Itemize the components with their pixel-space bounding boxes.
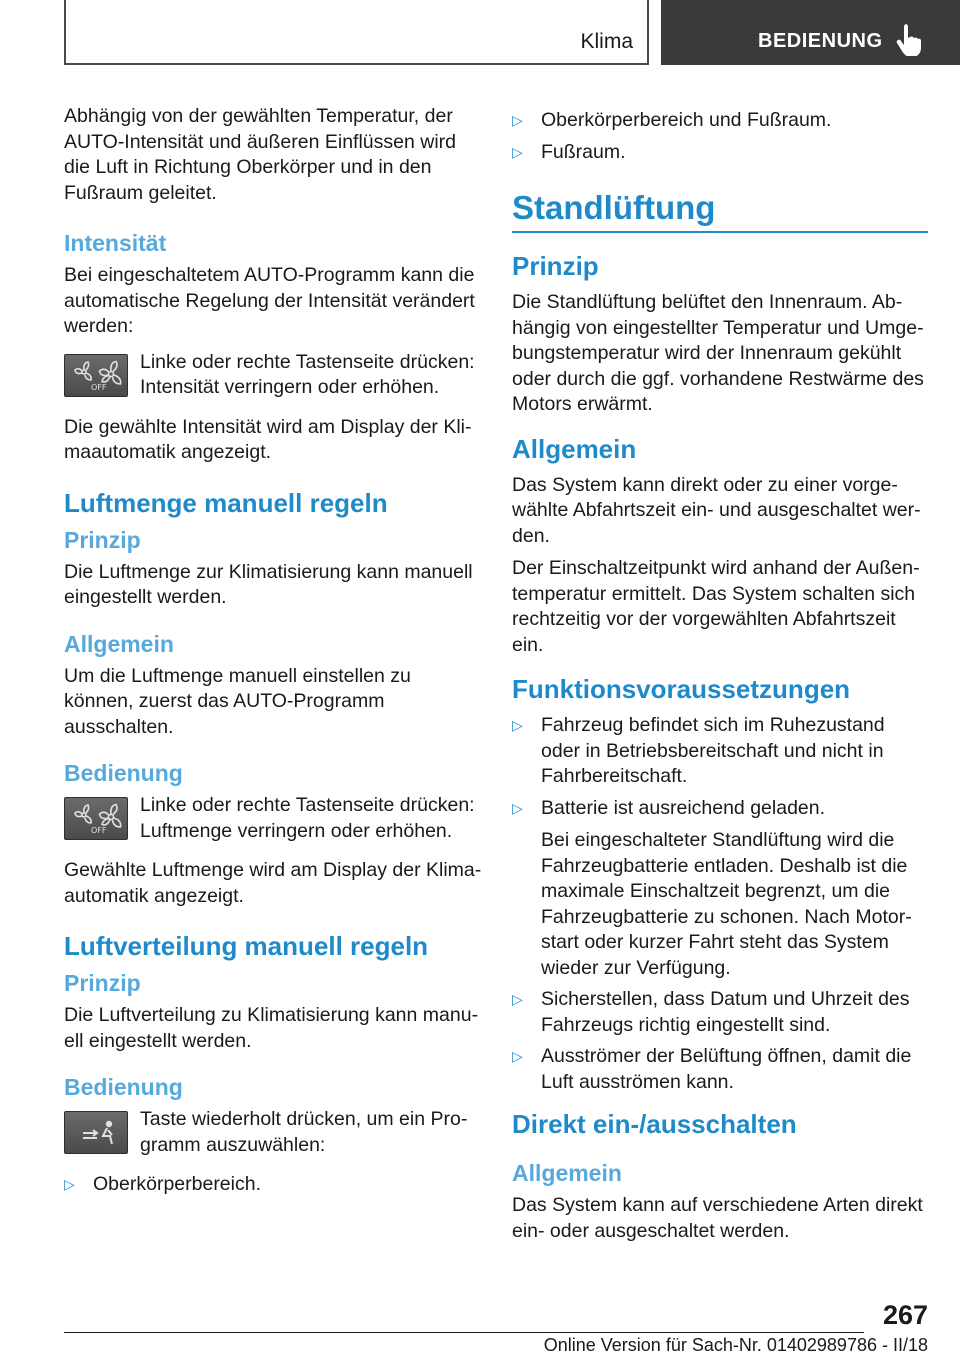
luftverteilung-prinzip-heading: Prinzip (64, 970, 141, 996)
fan-button-icon (64, 797, 128, 840)
luftmenge-allgemein-heading: Allgemein (64, 630, 174, 657)
luftmenge-icon-row (64, 793, 484, 844)
intensitaet-heading: Intensität (64, 230, 167, 256)
list-item: ▷ Oberkörperbereich. (64, 1172, 484, 1198)
luftmenge-after: Gewählte Luftmenge wird am Display der Klimaautomatik angezeigt. (64, 859, 482, 907)
standlueftung-prinzip-text: Die Standlüftung belüftet den Innenraum. Abhängig von eingestellter Temperatur und Umgebungstemperatur wird der Innenraum gekühlt oder durch die ggf. vorhandene Restwärme des Motors erwärmt. (512, 291, 924, 415)
standlueftung-title: Standlüftung (512, 189, 928, 233)
luftverteilung-icon-text: Taste wiederholt drücken, um ein Programm auszuwählen: (140, 1108, 468, 1156)
luftmenge-bedienung-heading: Bedienung (64, 760, 183, 786)
luftverteilung-list (64, 1172, 484, 1198)
luftmenge-allgemein-text: Um die Luftmenge manuell einstellen zu können, zuerst das AUTO-Programm ausschalten. (64, 664, 411, 738)
intro-text: Abhängig von der gewählten Temperatur, der AUTO-Intensität und äußeren Einflüssen wird die Luft in Richtung Oberkörper und in den Fußraum geleitet. (64, 105, 456, 204)
luftverteilung-icon-row (64, 1107, 484, 1158)
standlueftung-allgemein-text-2: Der Einschaltzeitpunkt wird anhand der Außentemperatur ermittelt. Das System schalten sich rechtzeitig vor der vorgewählten Abfahrtszeit ein. (512, 557, 920, 656)
direkt-heading: Direkt ein-/ausschalten (512, 1109, 797, 1139)
luftmenge-prinzip-heading: Prinzip (64, 526, 141, 553)
list-item: ▷ Fußraum. (512, 140, 928, 166)
list-item: ▷ Ausströmer der Belüftung öffnen, damit die Luft ausströmen kann. (512, 1044, 928, 1095)
pointing-hand-icon (894, 22, 924, 56)
intensitaet-icon-row (64, 350, 484, 401)
header-chapter-label: BEDIENUNG (758, 30, 883, 52)
air-distribution-button-icon (64, 1111, 128, 1154)
standlueftung-allgemein-heading: Allgemein (512, 433, 637, 464)
page-number: 267 (882, 1300, 928, 1330)
intensitaet-after: Die gewählte Intensität wird am Display der Klimaautomatik angezeigt. (64, 415, 472, 463)
intensitaet-text: Bei eingeschaltetem AUTO-Programm kann die automatische Regelung der Intensität verändert werden: (64, 264, 475, 337)
luftmenge-prinzip-text: Die Luftmenge zur Klimatisierung kann manuell eingestellt werden. (64, 560, 473, 608)
luftverteilung-bedienung-heading: Bedienung (64, 1074, 183, 1100)
luftverteilung-prinzip-text: Die Luftverteilung zu Klimatisierung kann manuell eingestellt werden. (64, 1004, 479, 1052)
list-item-text: Batterie ist ausreichend geladen. (541, 796, 826, 819)
standlueftung-allgemein-text-1: Das System kann direkt oder zu einer vorgewählte Abfahrtszeit ein- und ausgeschaltet werden. (512, 473, 921, 547)
header-section-box (64, 0, 649, 65)
fan-button-icon (64, 354, 128, 397)
off-label: OFF (91, 826, 107, 835)
luftverteilung-heading: Luftverteilung manuell regeln (64, 931, 429, 961)
right-column (512, 104, 928, 1244)
direkt-allgemein-heading: Allgemein (512, 1160, 622, 1186)
list-item: ▷ Fahrzeug befindet sich im Ruhezustand oder in Betriebsbereitschaft und nicht in Fahrbereitschaft. (512, 713, 928, 790)
footer-rule (64, 1332, 864, 1333)
distribution-list-continued (512, 108, 928, 165)
list-item (512, 796, 928, 982)
funktion-heading: Funktionsvoraussetzungen (512, 674, 851, 704)
funktion-list (512, 713, 928, 1095)
off-label: OFF (91, 382, 107, 392)
left-column (64, 104, 484, 1204)
batterie-note: Bei eingeschalteter Standlüftung wird die Fahrzeugbatterie entladen. Deshalb ist die maximale Einschaltzeit begrenzt, um die Fahrzeugbatterie zu schonen. Nach Motorstart oder kurzer Fahrt steht das System wieder zur Verfügung. (541, 829, 912, 979)
luftmenge-icon-text: Linke oder rechte Tastenseite drücken: Luftmenge verringern oder erhöhen. (140, 794, 475, 842)
header-section-label: Klima (580, 30, 633, 53)
direkt-allgemein-text: Das System kann auf verschiedene Arten direkt ein- oder ausgeschaltet werden. (512, 1194, 923, 1242)
intensitaet-icon-text: Linke oder rechte Tastenseite drücken: Intensität verringern oder erhöhen. (140, 350, 475, 398)
list-item: ▷ Oberkörperbereich und Fußraum. (512, 108, 928, 134)
online-version-text: Online Version für Sach-Nr. 01402989786 - II/18 (543, 1335, 928, 1355)
standlueftung-prinzip-heading: Prinzip (512, 251, 599, 281)
luftmenge-heading: Luftmenge manuell regeln (64, 487, 388, 518)
list-item: ▷ Sicherstellen, dass Datum und Uhrzeit des Fahrzeugs richtig eingestellt sind. (512, 987, 928, 1038)
header-chapter-box (661, 0, 960, 65)
